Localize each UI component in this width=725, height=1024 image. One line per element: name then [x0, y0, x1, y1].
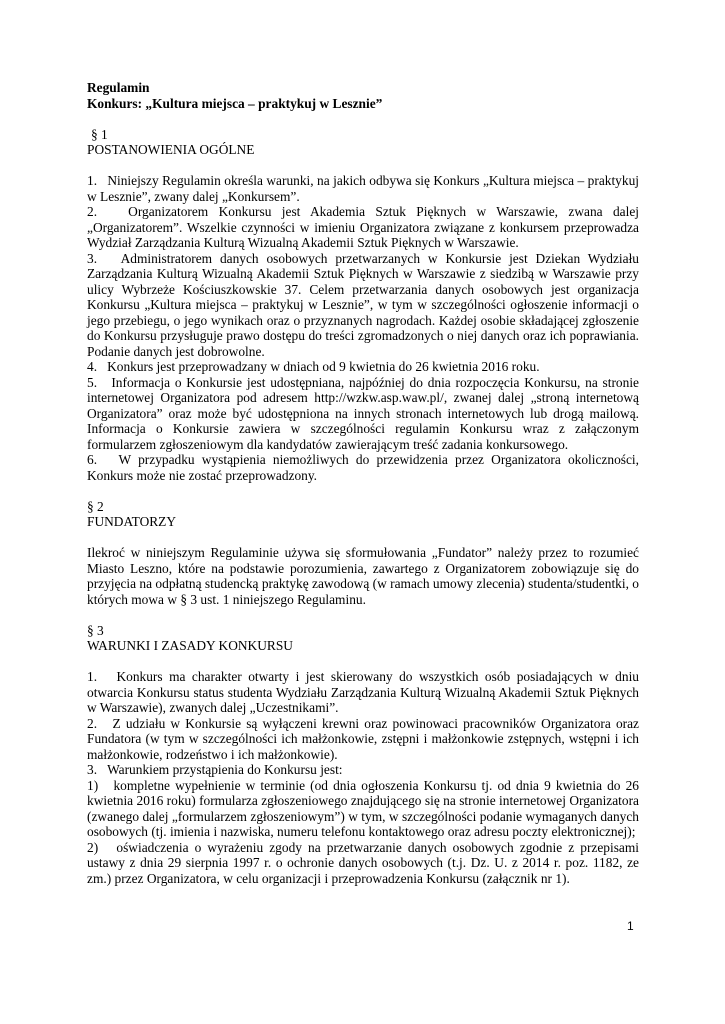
paragraph: 1. Niniejszy Regulamin określa warunki, na jakich odbywa się Konkurs „Kultura miejsca – praktykuj w Lesznie”, zwany dalej „Konkursem”.	[87, 173, 639, 204]
section-2	[87, 499, 639, 608]
paragraph: 2. Organizatorem Konkursu jest Akademia Sztuk Pięknych w Warszawie, zwana dalej „Organizatorem”. Wszelkie czynności w imieniu Organizatora związane z konkursem przeprowadza Wydział Zarządzania Kulturą Wizualną Akademii Sztuk Pięknych w Warszawie.	[87, 204, 639, 250]
section-3	[87, 623, 639, 887]
paragraph: 2. Z udziału w Konkursie są wyłączeni krewni oraz powinowaci pracowników Organizatora oraz Fundatora (w tym w szczególności ich małżonkowie, zstępni i małżonkowie zstępnych, wstępni i ich małżonkowie, rodzeństwo i ich małżonkowie).	[87, 715, 639, 762]
section-mark: § 3	[87, 622, 104, 638]
document-body	[87, 80, 639, 886]
document-title: Regulamin	[87, 80, 150, 95]
section-title: WARUNKI I ZASADY KONKURSU	[87, 638, 293, 653]
paragraph: 1. Konkurs ma charakter otwarty i jest skierowany do wszystkich osób posiadających w dniu otwarcia Konkursu status studenta Wydziału Zarządzania Kulturą Wizualną Akademii Sztuk Pięknych w Warszawie), zwanych dalej „Uczestnikami”.	[87, 669, 639, 715]
paragraph: 1) kompletne wypełnienie w terminie (od dnia ogłoszenia Konkursu tj. od dnia 9 kwietnia do 26 kwietnia 2016 roku) formularza zgłoszeniowego znajdującego się na stronie internetowej Organizatora (zwanego dalej „formularzem zgłoszeniowym”) w tym, w szczególności podanie wymaganych danych osobowych (tj. imienia i nazwiska, numeru telefonu kontaktowego oraz adresu poczty elektronicznej);	[87, 777, 639, 839]
section-title: POSTANOWIENIA OGÓLNE	[87, 142, 255, 157]
paragraph: 5. Informacja o Konkursie jest udostępniana, najpóźniej do dnia rozpoczęcia Konkursu, na stronie internetowej Organizatora pod adresem http://wzkw.asp.waw.pl/, zwanej dalej „stroną internetową Organizatora” oraz może być udostępniona na innych stronach internetowych lub drogą mailową. Informacja o Konkursie zawiera w szczególności regulamin Konkursu wraz z załączonym formularzem zgłoszeniowym dla kandydatów zawierającym treść zadania konkursowego.	[87, 374, 639, 452]
section-1	[87, 127, 639, 484]
paragraph: 3. Administratorem danych osobowych przetwarzanych w Konkursie jest Dziekan Wydziału Zarządzania Kulturą Wizualną Akademii Sztuk Pięknych w Warszawie z siedzibą w Warszawie przy ulicy Wybrzeże Kościuszkowskie 37. Celem przetwarzania danych osobowych jest organizacja Konkursu „Kultura miejsca – praktykuj w Lesznie”, w tym w szczególności ogłoszenie informacji o jego przebiegu, o jego wynikach oraz o przyznanych nagrodach. Każdej osobie składającej zgłoszenie do Konkursu przysługuje prawo dostępu do treści zgromadzonych o niej danych oraz ich poprawiania. Podanie danych jest dobrowolne.	[87, 250, 639, 359]
paragraph: 6. W przypadku wystąpienia niemożliwych do przewidzenia przez Organizatora okoliczności, Konkurs może nie zostać przeprowadzony.	[87, 452, 639, 483]
paragraph: 4. Konkurs jest przeprowadzany w dniach od 9 kwietnia do 26 kwietnia 2016 roku.	[87, 359, 540, 374]
paragraph: Ilekroć w niniejszym Regulaminie używa się sformułowania „Fundator” należy przez to rozumieć Miasto Leszno, które na podstawie porozumienia, zawartego z Organizatorem zobowiązuje się do przyjęcia na odpłatną studencką praktykę zawodową (w ramach umowy zlecenia) studenta/studentki, o których mowa w § 3 ust. 1 niniejszego Regulaminu.	[87, 545, 639, 607]
section-mark: § 2	[87, 498, 104, 514]
page-number: 1	[627, 919, 634, 933]
section-mark: § 1	[91, 126, 108, 142]
document-subtitle: Konkurs: „Kultura miejsca – praktykuj w Lesznie”	[87, 95, 383, 111]
paragraph: 3. Warunkiem przystąpienia do Konkursu jest:	[87, 762, 343, 777]
paragraph: 2) oświadczenia o wyrażeniu zgody na przetwarzanie danych osobowych zgodnie z przepisami ustawy z dnia 29 sierpnia 1997 r. o ochronie danych osobowych (t.j. Dz. U. z 2014 r. poz. 1182, ze zm.) przez Organizatora, w celu organizacji i przeprowadzenia Konkursu (załącznik nr 1).	[87, 839, 639, 886]
section-title: FUNDATORZY	[87, 514, 177, 529]
